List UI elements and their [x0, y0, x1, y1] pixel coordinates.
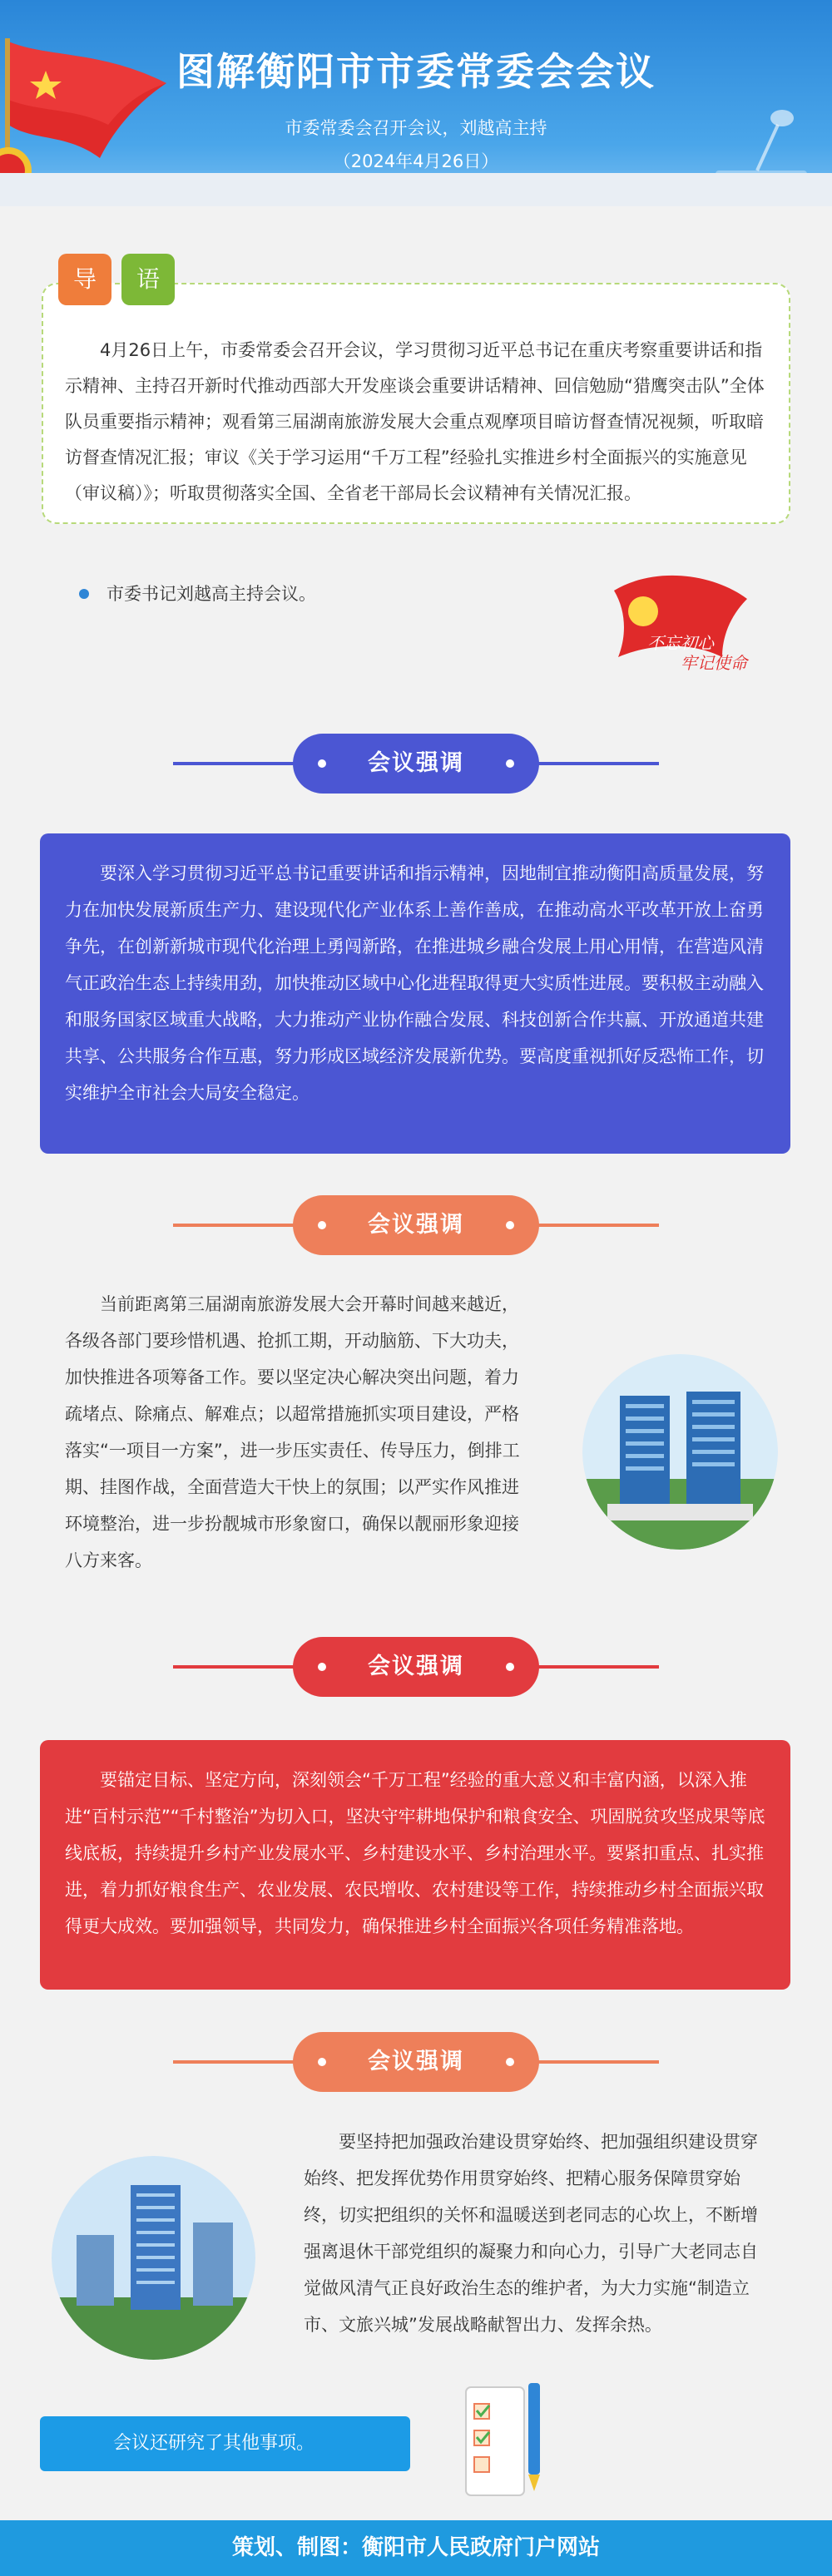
page-title: 图解衡阳市市委常委会会议: [176, 49, 656, 94]
intro-tag-1: 导: [58, 254, 111, 305]
heading-dot-icon: [318, 759, 326, 768]
heading-pill: 会议强调: [293, 1195, 539, 1255]
header-bottom-band: [0, 173, 832, 206]
badge-line-2: 牢记使命: [681, 653, 747, 673]
section-4-text: 要坚持把加强政治建设贯穿始终、把加强组织建设贯穿始终、把发挥优势作用贯穿始终、把精心服务保障贯穿始终，切实把组织的关怀和温暖送到老同志的心坎上，不断增强离退休干部党组织的凝聚力和向心力，引导广大老同志自觉做风清气正良好政治生态的维护者，为大力实施“制造立市、文旅兴城”发展战略献智出力、发挥余热。: [304, 2132, 758, 2335]
city-photo: [52, 2156, 255, 2360]
heading-dot-icon: [318, 1221, 326, 1229]
heading-pill: 会议强调: [293, 2032, 539, 2092]
badge-line-1: 不忘初心: [647, 633, 714, 653]
heading-line-right: [534, 762, 659, 765]
building-photo: [582, 1354, 778, 1550]
section-heading-1: [0, 734, 832, 794]
section-heading-3: [0, 1637, 832, 1697]
meeting-date: （2024年4月26日）: [333, 151, 499, 171]
host-note: 市委书记刘越高主持会议。: [106, 584, 316, 604]
heading-dot-icon: [506, 2058, 514, 2066]
heading-line-left: [173, 2060, 298, 2064]
heading-pill: 会议强调: [293, 734, 539, 794]
intro-tag-2: 语: [121, 254, 175, 305]
section-3-text: 要锚定目标、坚定方向，深刻领会“千万工程”经验的重大意义和丰富内涵，以深入推进“百村示范”“千村整治”为切入口，坚决守牢耕地保护和粮食安全、巩固脱贫攻坚成果等底线底板，持续提升乡村产业发展水平、乡村建设水平、乡村治理水平。要紧扣重点、扎实推进，着力抓好粮食生产、农业发展、农民增收、农村建设等工作，持续推动乡村全面振兴取得更大成效。要加强领导，共同发力，确保推进乡村全面振兴各项任务精准落地。: [40, 1740, 790, 1990]
heading-dot-icon: [318, 2058, 326, 2066]
bullet-dot-icon: [79, 589, 89, 599]
heading-dot-icon: [506, 1663, 514, 1671]
heading-dot-icon: [506, 759, 514, 768]
page-subtitle: 市委常委会召开会议，刘越高主持: [285, 118, 547, 138]
heading-line-right: [534, 1665, 659, 1669]
heading-dot-icon: [506, 1221, 514, 1229]
header-banner: [0, 0, 832, 206]
heading-line-right: [534, 2060, 659, 2064]
heading-dot-icon: [318, 1663, 326, 1671]
heading-line-left: [173, 1224, 298, 1227]
section-heading-4: [0, 2032, 832, 2092]
section-2-text: 当前距离第三届湖南旅游发展大会开幕时间越来越近，各级各部门要珍惜机遇、抢抓工期，开动脑筋、下大功夫，加快推进各项筹备工作。要以坚定决心解决突出问题，着力疏堵点、除痛点、解难点；以超常措施抓实项目建设，严格落实“一项目一方案”，进一步压实责任、传导压力，倒排工期、挂图作战，全面营造大干快上的氛围；以严实作风推进环境整治，进一步扮靓城市形象窗口，确保以靓丽形象迎接八方来客。: [65, 1294, 520, 1570]
section-heading-2: [0, 1195, 832, 1255]
heading-line-right: [534, 1224, 659, 1227]
footer-credit: 策划、制图：衡阳市人民政府门户网站: [0, 2520, 832, 2576]
other-matters-note: 会议还研究了其他事项。: [40, 2416, 410, 2471]
heading-line-left: [173, 1665, 298, 1669]
checklist-icon: [462, 2379, 553, 2504]
intro-text: 4月26日上午，市委常委会召开会议，学习贯彻习近平总书记在重庆考察重要讲话和指示精神、主持召开新时代推动西部大开发座谈会重要讲话精神、回信勉励“猎鹰突击队”全体队员重要指示精神；观看第三届湖南旅游发展大会重点观摩项目暗访督查情况视频，听取暗访督查情况汇报；审议《关于学习运用“千万工程”经验扎实推进乡村全面振兴的实施意见（审议稿）》；听取贯彻落实全国、全省老干部局长会议精神有关情况汇报。: [65, 340, 765, 503]
heading-line-left: [173, 762, 298, 765]
party-badge-icon: [597, 566, 755, 682]
heading-pill: 会议强调: [293, 1637, 539, 1697]
section-1-text: 要深入学习贯彻习近平总书记重要讲话和指示精神，因地制宜推动衡阳高质量发展，努力在加快发展新质生产力、建设现代化产业体系上善作善成，在推动高水平改革开放上奋勇争先，在创新新城市现代化治理上勇闯新路，在推进城乡融合发展上用心用情，在营造风清气正政治生态上持续用劲，加快推动区域中心化进程取得更大实质性进展。要积极主动融入和服务国家区域重大战略，大力推动产业协作融合发展、科技创新合作共赢、开放通道共建共享、公共服务合作互惠，努力形成区域经济发展新优势。要高度重视抓好反恐怖工作，切实维护全市社会大局安全稳定。: [40, 833, 790, 1154]
